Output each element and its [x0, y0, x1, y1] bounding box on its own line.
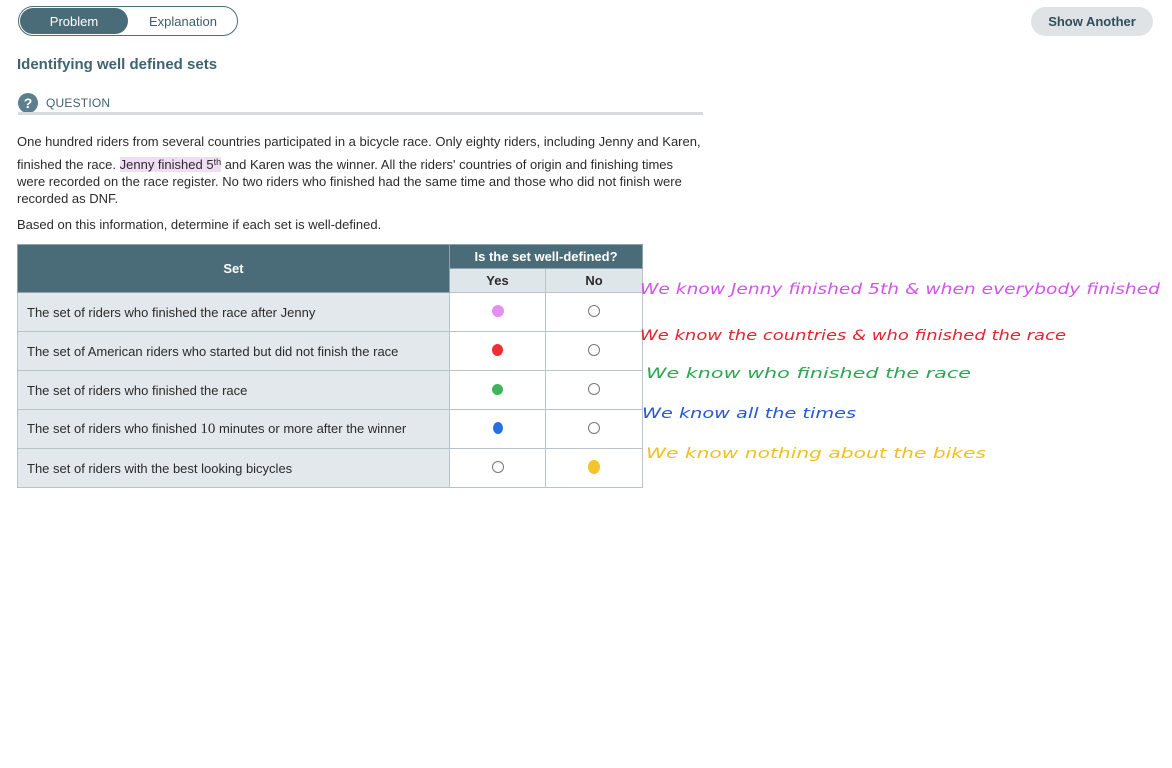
set-label: [18, 410, 450, 449]
problem-line-3: were recorded on the race register. No two riders who finished had the same time and those who did not finish were: [17, 174, 682, 189]
radio-button[interactable]: [588, 305, 600, 317]
green-marker-dot: [492, 384, 503, 395]
yes-option[interactable]: [450, 293, 546, 332]
annotation-times: We know all the times: [642, 406, 856, 422]
column-header-yes: Yes: [450, 269, 546, 293]
annotation-countries: We know the countries & who finished the race: [640, 328, 1066, 344]
table-row: [18, 293, 643, 332]
set-label: The set of riders who finished the race after Jenny: [18, 293, 450, 332]
no-option[interactable]: [546, 410, 643, 449]
problem-prompt: Based on this information, determine if each set is well-defined.: [17, 217, 382, 232]
question-divider: [18, 112, 703, 115]
highlight-text-main: Jenny finished 5: [119, 157, 214, 172]
radio-button[interactable]: [588, 383, 600, 395]
radio-button[interactable]: [492, 461, 504, 473]
highlighted-text: [120, 157, 221, 172]
red-marker-dot: [492, 344, 503, 356]
ordinal-superscript: th: [213, 157, 222, 167]
problem-text: [17, 133, 757, 207]
annotation-bikes: We know nothing about the bikes: [646, 446, 986, 462]
column-header-no: No: [546, 269, 643, 293]
problem-line-2-start: finished the race.: [17, 157, 120, 172]
well-defined-table: [17, 244, 643, 488]
blue-marker-dot: [493, 422, 503, 434]
yes-option[interactable]: [450, 332, 546, 371]
radio-button[interactable]: [588, 344, 600, 356]
set-label-end: minutes or more after the winner: [215, 420, 407, 436]
table-row: [18, 371, 643, 410]
yes-option[interactable]: [450, 410, 546, 449]
show-another-button[interactable]: Show Another: [1031, 7, 1153, 36]
problem-line-2: [17, 156, 757, 173]
table-row: [18, 332, 643, 371]
tab-problem[interactable]: Problem: [20, 8, 128, 34]
question-header: [18, 93, 110, 113]
set-label: The set of riders who finished the race: [18, 371, 450, 410]
column-header-set: Set: [18, 245, 450, 293]
set-label: The set of American riders who started but did not finish the race: [18, 332, 450, 371]
set-label-number: 10: [200, 420, 216, 437]
yellow-marker-dot: [588, 460, 600, 474]
pink-marker-dot: [492, 305, 504, 317]
yes-option[interactable]: [450, 371, 546, 410]
no-option[interactable]: [546, 371, 643, 410]
no-option[interactable]: [546, 449, 643, 488]
page-title: Identifying well defined sets: [17, 56, 218, 73]
problem-explanation-tabs: [18, 6, 238, 36]
annotation-finished: We know who finished the race: [646, 366, 971, 382]
no-option[interactable]: [546, 293, 643, 332]
problem-line-2-end: and Karen was the winner. All the riders' countries of origin and finishing times: [221, 157, 674, 172]
tab-explanation[interactable]: Explanation: [149, 13, 217, 29]
yes-option[interactable]: [450, 449, 546, 488]
annotation-jenny: We know Jenny finished 5th & when everybody finished: [640, 280, 1161, 298]
question-mark-icon: ?: [18, 93, 38, 113]
radio-button[interactable]: [588, 422, 600, 434]
column-header-question: Is the set well-defined?: [450, 245, 643, 269]
no-option[interactable]: [546, 332, 643, 371]
handwritten-annotations: [636, 250, 1166, 480]
set-label-start: The set of riders who finished: [27, 420, 201, 436]
problem-line-1: One hundred riders from several countries participated in a bicycle race. Only eighty riders, including Jenny and Karen,: [17, 134, 701, 149]
table-row: [18, 449, 643, 488]
question-label: QUESTION: [46, 96, 111, 110]
set-label: The set of riders with the best looking bicycles: [18, 449, 450, 488]
table-row: [18, 410, 643, 449]
problem-line-4: recorded as DNF.: [17, 191, 119, 206]
